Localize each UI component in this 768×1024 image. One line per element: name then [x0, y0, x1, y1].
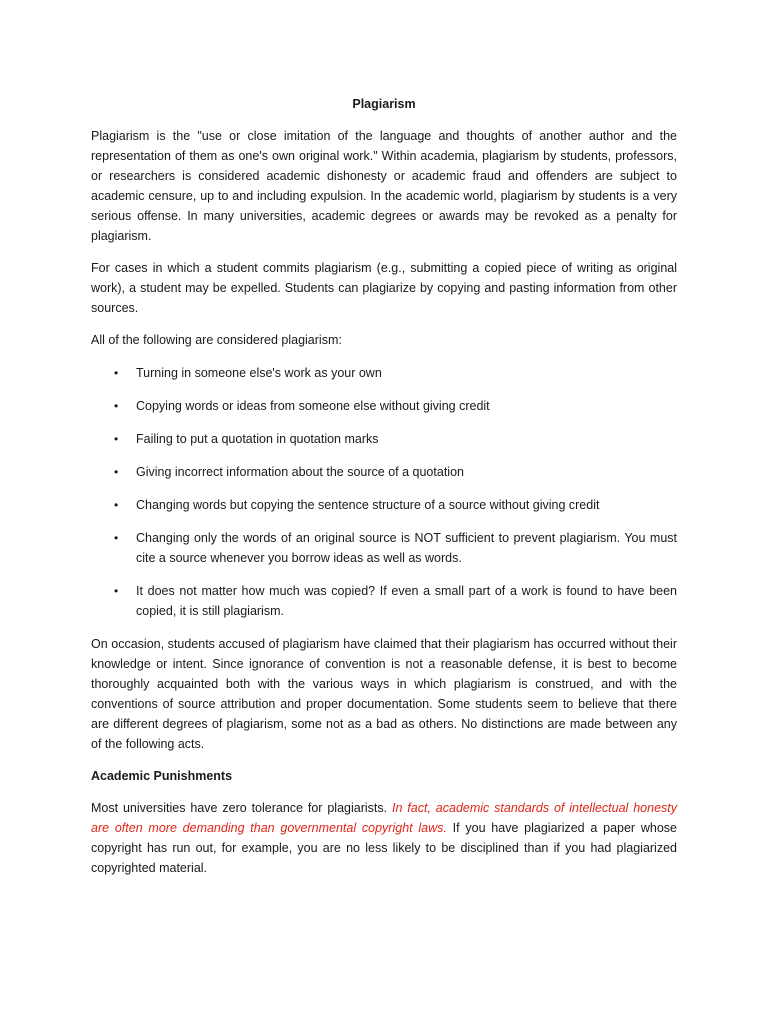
list-item-text: It does not matter how much was copied? If even a small part of a work is found to have been copied, it is still plagiarism.: [136, 584, 677, 618]
list-item-text: Failing to put a quotation in quotation marks: [136, 432, 379, 446]
punishments-text-end: If you have plagiarized a paper whose copyright has run out, for example, you are no less likely to be disciplined than if you had plagiarized copyrighted material.: [91, 821, 677, 875]
bullet-icon: •: [114, 366, 119, 380]
intro-paragraph: Plagiarism is the "use or close imitation of the language and thoughts of another author and the representation of them as one's own original work." Within academia, plagiarism by students, professors, or researchers is considered academic dishonesty or academic fraud and offenders are subject to academic censure, up to and including expulsion. In the academic world, plagiarism by students is a very serious offense. In many universities, academic degrees or awards may be revoked as a penalty for plagiarism.: [91, 129, 677, 243]
bullet-icon: •: [114, 531, 119, 545]
bullet-icon: •: [114, 399, 119, 413]
punishments-text-start: Most universities have zero tolerance for plagiarists.: [91, 801, 392, 815]
plagiarism-list: [91, 363, 677, 621]
list-item-text: Turning in someone else's work as your own: [136, 366, 382, 380]
bullet-icon: •: [114, 432, 119, 446]
list-item: [91, 528, 677, 568]
ignorance-paragraph: On occasion, students accused of plagiarism have claimed that their plagiarism has occurred without their knowledge or intent. Since ignorance of convention is not a reasonable defense, it is best to become thoroughly acquainted both with the various ways in which plagiarism is construed, and with the conventions of source attribution and proper documentation. Some students seem to believe that there are different degrees of plagiarism, some not as a bad as others. No distinctions are made between any of the following acts.: [91, 637, 677, 751]
expulsion-paragraph: For cases in which a student commits plagiarism (e.g., submitting a copied piece of writing as original work), a student may be expelled. Students can plagiarize by copying and pasting information from other sources.: [91, 261, 677, 315]
section-heading: Academic Punishments: [91, 769, 233, 783]
punishments-paragraph: [91, 798, 677, 878]
highlighted-statement: In fact, academic standards of intellectual honesty are often more demanding than governmental copyright laws.: [91, 801, 677, 835]
bullet-icon: •: [114, 498, 119, 512]
bullet-icon: •: [114, 465, 119, 479]
list-item: [91, 581, 677, 621]
list-item-text: Copying words or ideas from someone else without giving credit: [136, 399, 490, 413]
list-item: [91, 363, 677, 383]
bullet-icon: •: [114, 584, 119, 598]
document-title: Plagiarism: [352, 97, 416, 111]
list-intro: All of the following are considered plagiarism:: [91, 333, 342, 347]
list-item-text: Giving incorrect information about the source of a quotation: [136, 465, 464, 479]
list-item-text: Changing only the words of an original source is NOT sufficient to prevent plagiarism. You must cite a source whenever you borrow ideas as well as words.: [136, 531, 677, 565]
list-item: [91, 429, 677, 449]
list-item: [91, 396, 677, 416]
list-item: [91, 462, 677, 482]
list-item: [91, 495, 677, 515]
list-item-text: Changing words but copying the sentence structure of a source without giving credit: [136, 498, 600, 512]
